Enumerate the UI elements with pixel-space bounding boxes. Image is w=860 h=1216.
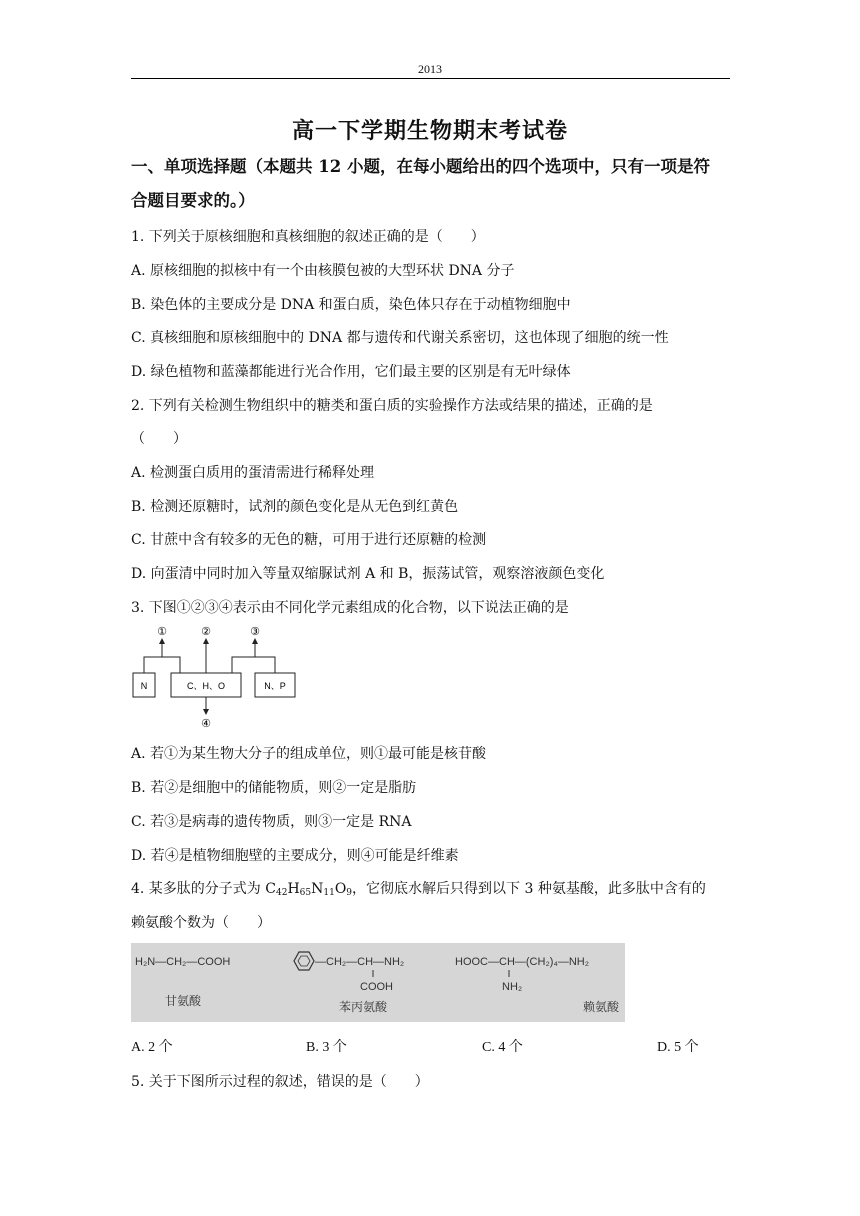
q4-stem: 4. 某多肽的分子式为 $C_{42}H_{65}N_{11}O_9$，它彻底水解后只得到以下 3 种氨基酸，此多肽中含有的: [131, 881, 706, 898]
section-heading-line2: 合题目要求的。）: [131, 191, 255, 210]
phe-chain: —CH₂—CH—NH₂: [315, 956, 405, 968]
label-4: ④: [201, 718, 211, 729]
q4-option-c: C. 4 个: [482, 1040, 523, 1055]
q4-stem-line2: 赖氨酸个数为（ ）: [131, 915, 271, 931]
q4-option-a: A. 2 个: [131, 1040, 173, 1055]
q4-option-b: B. 3 个: [306, 1040, 347, 1055]
q3-option-a: A. 若①为某生物大分子的组成单位，则①最可能是核苷酸: [131, 746, 487, 762]
amino-acid-figure: [131, 943, 625, 1022]
glycine-name: 甘氨酸: [165, 994, 202, 1008]
q1-option-d: D. 绿色植物和蓝藻都能进行光合作用，它们最主要的区别是有无叶绿体: [131, 364, 571, 380]
q2-option-c: C. 甘蔗中含有较多的无色的糖，可用于进行还原糖的检测: [131, 532, 487, 548]
header-rule: [131, 78, 730, 79]
page-title: 高一下学期生物期末考试卷: [291, 118, 568, 144]
q4-option-d: D. 5 个: [657, 1040, 699, 1055]
q2-paren: （ ）: [131, 431, 187, 447]
box-cho-label: C、H、O: [187, 681, 225, 691]
q3-option-c: C. 若③是病毒的遗传物质，则③一定是 RNA: [131, 814, 412, 830]
lys-name: 赖氨酸: [583, 1000, 620, 1014]
q5-stem: 5. 关于下图所示过程的叙述，错误的是（ ）: [131, 1074, 429, 1090]
phe-cooh: COOH: [360, 981, 393, 993]
q3-stem: 3. 下图①②③④表示由不同化学元素组成的化合物，以下说法正确的是: [131, 600, 569, 616]
section-heading-line1: 一、单项选择题（本题共 12 小题，在每小题给出的四个选项中，只有一项是符: [131, 157, 710, 176]
benzene-ring-icon: [294, 952, 314, 970]
q3-option-b: B. 若②是细胞中的储能物质，则②一定是脂肪: [131, 780, 417, 796]
q2-option-a: A. 检测蛋白质用的蛋清需进行稀释处理: [131, 465, 375, 481]
q2-option-b: B. 检测还原糖时，试剂的颜色变化是从无色到红黄色: [131, 499, 459, 515]
label-1: ①: [157, 626, 167, 638]
q2-option-d: D. 向蛋清中同时加入等量双缩脲试剂 A 和 B，振荡试管，观察溶液颜色变化: [131, 566, 605, 582]
glycine-formula: H₂N—CH₂—COOH: [135, 956, 231, 968]
lys-nh2: NH₂: [502, 981, 523, 993]
q1-option-a: A. 原核细胞的拟核中有一个由核膜包被的大型环状 DNA 分子: [131, 263, 515, 279]
box-n-label: N: [140, 681, 148, 691]
phe-name: 苯丙氨酸: [339, 1000, 388, 1014]
box-np-label: N、P: [264, 681, 286, 691]
lys-formula: HOOC—CH—(CH₂)₄—NH₂: [455, 956, 590, 968]
q2-stem: 2. 下列有关检测生物组织中的糖类和蛋白质的实验操作方法或结果的描述，正确的是: [131, 398, 653, 414]
element-compound-diagram: [131, 623, 301, 729]
label-2: ②: [201, 626, 211, 638]
header-year: 2013: [418, 62, 442, 76]
q3-option-d: D. 若④是植物细胞壁的主要成分，则④可能是纤维素: [131, 848, 459, 864]
q1-option-b: B. 染色体的主要成分是 DNA 和蛋白质，染色体只存在于动植物细胞中: [131, 297, 571, 313]
q1-option-c: C. 真核细胞和原核细胞中的 DNA 都与遗传和代谢关系密切，这也体现了细胞的统一性: [131, 330, 669, 346]
label-3: ③: [250, 626, 260, 638]
q1-stem: 1. 下列关于原核细胞和真核细胞的叙述正确的是（ ）: [131, 229, 485, 245]
